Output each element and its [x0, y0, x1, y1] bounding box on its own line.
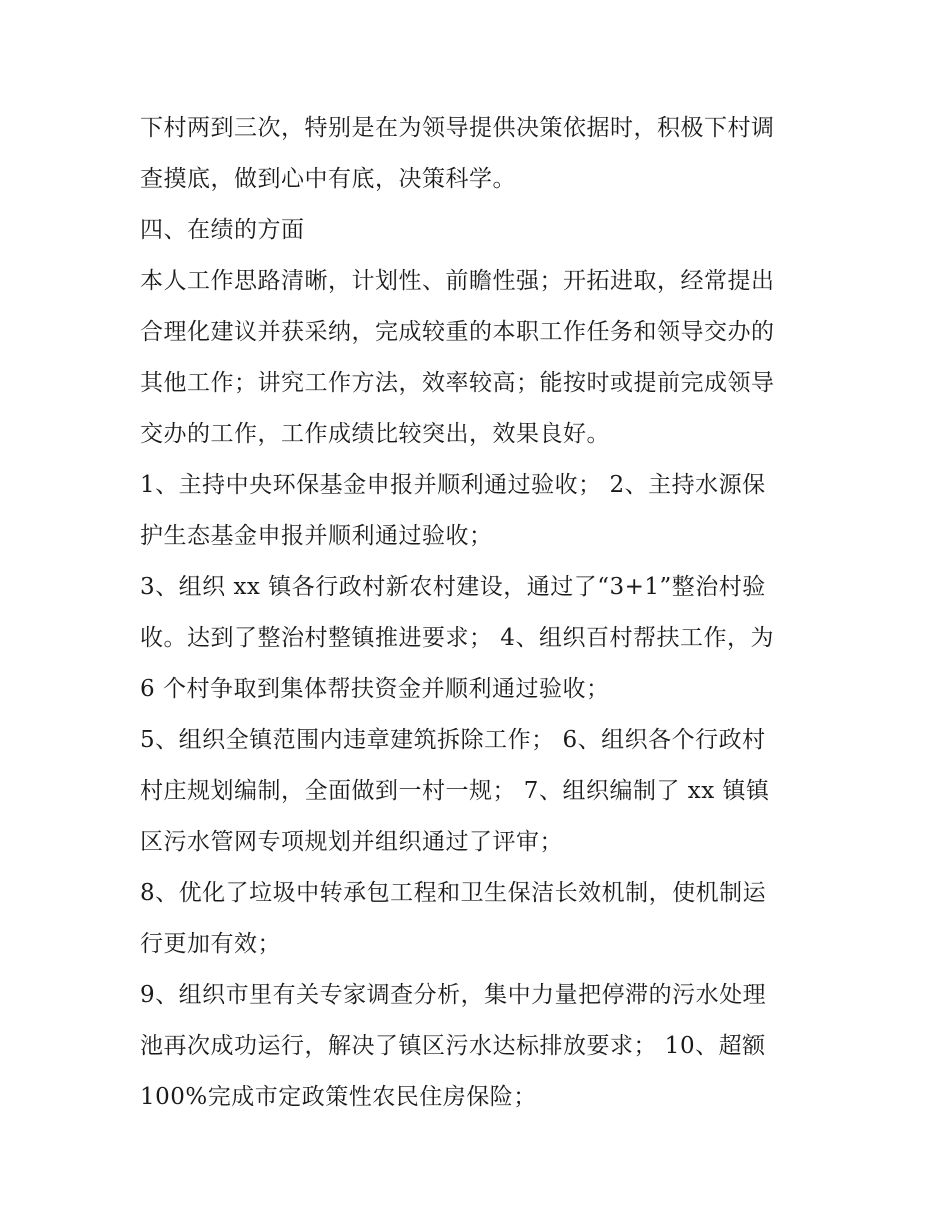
text-line: 下村两到三次，特别是在为领导提供决策依据时，积极下村调: [140, 115, 775, 141]
text-line: 8、优化了垃圾中转承包工程和卫生保洁长效机制，使机制运: [140, 880, 767, 906]
text-line: 交办的工作，工作成绩比较突出，效果良好。: [140, 421, 610, 447]
text-line: 5、组织全镇范围内违章建筑拆除工作； 6、组织各个行政村: [140, 727, 766, 753]
text-line: 3、组织 xx 镇各行政村新农村建设，通过了“3+1”整治村验: [140, 574, 766, 600]
text-line: 查摸底，做到心中有底，决策科学。: [140, 166, 516, 192]
text-line: 区污水管网专项规划并组织通过了评审；: [140, 829, 563, 855]
text-line: 其他工作；讲究工作方法，效率较高；能按时或提前完成领导: [140, 370, 775, 396]
text-line: 合理化建议并获采纳，完成较重的本职工作任务和领导交办的: [140, 319, 775, 345]
section-heading: 四、在绩的方面: [140, 217, 305, 243]
text-line: 收。达到了整治村整镇推进要求； 4、组织百村帮扶工作，为: [140, 625, 774, 651]
text-line: 9、组织市里有关专家调查分析，集中力量把停滞的污水处理: [140, 982, 767, 1008]
text-line: 村庄规划编制，全面做到一村一规； 7、组织编制了 xx 镇镇: [140, 778, 770, 804]
text-line: 护生态基金申报并顺利通过验收；: [140, 523, 493, 549]
text-line: 本人工作思路清晰，计划性、前瞻性强；开拓进取，经常提出: [140, 268, 775, 294]
text-line: 行更加有效；: [140, 931, 281, 957]
text-line: 池再次成功运行，解决了镇区污水达标排放要求； 10、超额: [140, 1033, 766, 1059]
text-line: 100%完成市定政策性农民住房保险；: [140, 1084, 537, 1110]
text-line: 1、主持中央环保基金申报并顺利通过验收； 2、主持水源保: [140, 472, 766, 498]
text-line: 6 个村争取到集体帮扶资金并顺利通过验收；: [140, 676, 610, 702]
